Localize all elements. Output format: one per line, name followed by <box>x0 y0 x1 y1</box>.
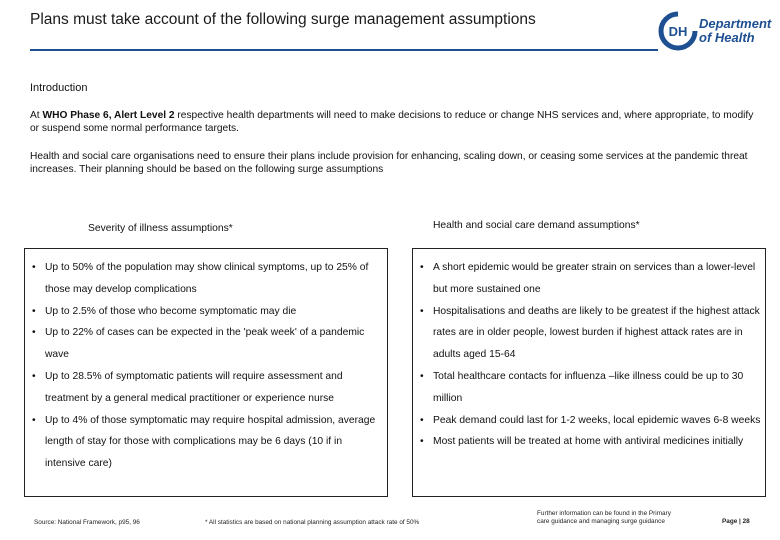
list-item: • A short epidemic would be greater strain on services than a lower-level but more sustained one <box>413 257 761 301</box>
source-note: Source: National Framework, p95, 96 <box>34 519 140 526</box>
further-info-line-1: Further information can be found in the Primary <box>537 510 671 517</box>
page-title: Plans must take account of the following surge management assumptions <box>30 11 536 28</box>
left-column-heading: Severity of illness assumptions* <box>88 223 233 234</box>
intro-heading: Introduction <box>30 82 88 94</box>
page-number: Page | 28 <box>722 518 750 525</box>
list-item: • Most patients will be treated at home with antiviral medicines initially <box>413 431 761 453</box>
list-item: • Up to 4% of those symptomatic may require hospital admission, average length of stay for those with complications may be 6 days (10 if in intensive care) <box>25 410 377 475</box>
severity-box <box>24 248 388 497</box>
intro-paragraph-2: Health and social care organisations need to ensure their plans include provision for enhancing, scaling down, or ceasing some services at the pandemic threat increases. Their planning should be based on the following surge assumptions <box>30 151 748 175</box>
page-label: Page <box>722 518 738 525</box>
list-item: • Peak demand could last for 1-2 weeks, local epidemic waves 6-8 weeks <box>413 410 761 432</box>
list-item: • Hospitalisations and deaths are likely to be greatest if the highest attack rates are in older people, lowest burden if highest attack rates are in adults aged 15-64 <box>413 301 761 366</box>
p1-bold: WHO Phase 6, Alert Level 2 <box>42 110 175 121</box>
statistics-note: * All statistics are based on national planning assumption attack rate of 50% <box>205 519 420 526</box>
demand-list <box>413 249 765 453</box>
severity-list <box>25 249 387 475</box>
list-item: • Up to 22% of cases can be expected in the 'peak week' of a pandemic wave <box>25 322 377 366</box>
further-info-line-2: care guidance and managing surge guidance <box>537 517 665 525</box>
intro-paragraph-1 <box>30 110 760 135</box>
dh-crest-icon <box>657 10 699 52</box>
list-item: • Up to 28.5% of symptomatic patients will require assessment and treatment by a general medical practitioner or experience nurse <box>25 366 377 410</box>
logo-line-2: of Health <box>699 30 755 45</box>
logo-dh-text: DH <box>668 24 688 39</box>
p1-prefix: At <box>30 110 43 121</box>
list-item: • Total healthcare contacts for influenza –like illness could be up to 30 million <box>413 366 761 410</box>
list-item: • Up to 2.5% of those who become symptomatic may die <box>25 301 377 323</box>
further-info-note <box>537 510 671 525</box>
page-number-value: 28 <box>742 518 750 525</box>
logo-line-1: Department <box>699 16 772 31</box>
title-divider <box>30 49 658 51</box>
logo-wordmark <box>699 17 771 45</box>
list-item: • Up to 50% of the population may show clinical symptoms, up to 25% of those may develop complications <box>25 257 377 301</box>
right-column-heading: Health and social care demand assumptions* <box>433 220 640 231</box>
p1-rest: respective health departments will need to make decisions to reduce or change NHS services and, where appropriate, to modify or suspend some normal performance targets. <box>30 110 754 134</box>
demand-box <box>412 248 766 497</box>
